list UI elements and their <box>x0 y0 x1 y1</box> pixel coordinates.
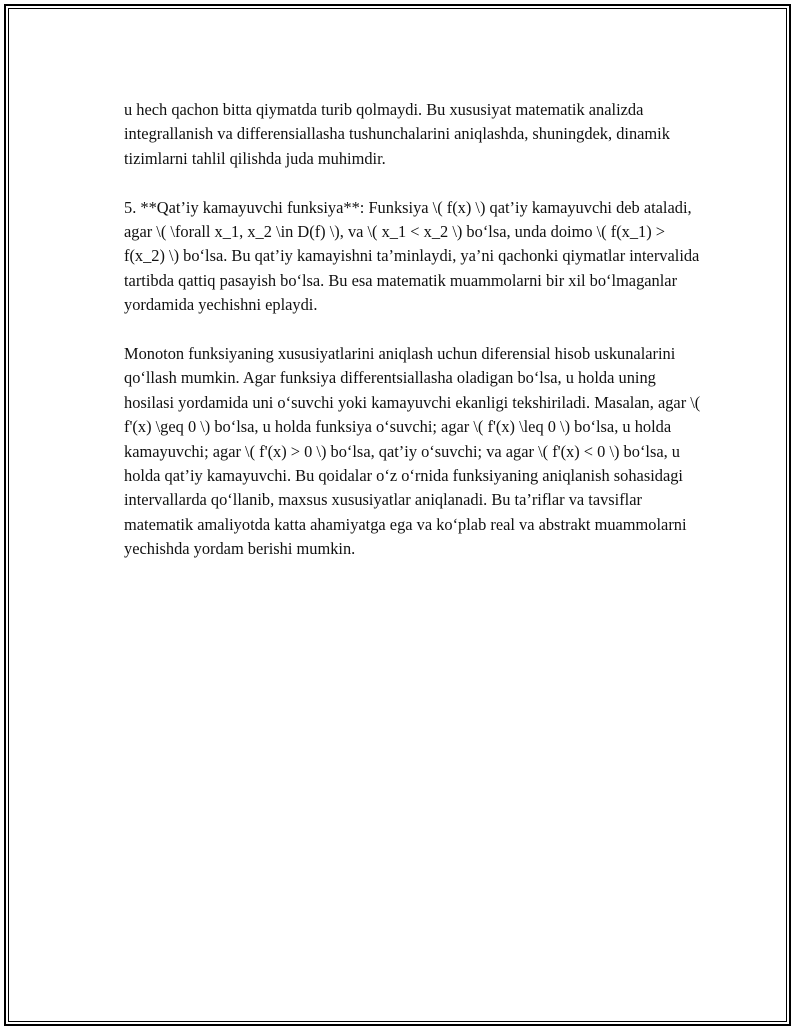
paragraph-strictly-decreasing-definition: 5. **Qat’iy kamayuvchi funksiya**: Funksiya \( f(x) \) qat’iy kamayuvchi deb ataladi, agar \( \forall x_1, x_2 \in D(f) \), va \( x_1 < x_2 \) bo‘lsa, unda doimo \( f(x_1) > f(x_2) \) bo‘lsa. Bu qat’iy kamayishni ta’minlaydi, ya’ni qachonki qiymatlar intervalida tartibda qattiq pasayish bo‘lsa. Bu esa matematik muammolarni bir xil bo‘lmaganlar yordamida yechishni eplaydi. <box>124 197 700 315</box>
document-page <box>4 4 791 1026</box>
document-body <box>124 98 704 586</box>
paragraph-monotonic-properties: Monoton funksiyaning xususiyatlarini aniqlash uchun diferensial hisob uskunalarini qo‘llash mumkin. Agar funksiya differentsiallasha oladigan bo‘lsa, u holda uning hosilasi yordamida uni o‘suvchi yoki kamayuvchi ekanligi tekshiriladi. Masalan, agar \( f'(x) \geq 0 \) bo‘lsa, u holda funksiya o‘suvchi; agar \( f'(x) \leq 0 \) bo‘lsa, u holda kamayuvchi; agar \( f'(x) > 0 \) bo‘lsa, qat’iy o‘suvchi; va agar \( f'(x) < 0 \) bo‘lsa, u holda qat’iy kamayuvchi. Bu qoidalar o‘z o‘rnida funksiyaning aniqlanish sohasidagi intervallarda qo‘llanib, maxsus xususiyatlar aniqlanadi. Bu ta’riflar va tavsiflar matematik amaliyotda katta ahamiyatga ega va ko‘plab real va abstrakt muammolarni yechishda yordam berishi mumkin. <box>124 344 701 559</box>
paragraph-continuation: u hech qachon bitta qiymatda turib qolmaydi. Bu xususiyat matematik analizda integrallanish va differensiallasha tushunchalarini aniqlashda, shuningdek, dinamik tizimlarni tahlil qilishda juda muhimdir. <box>124 100 670 168</box>
